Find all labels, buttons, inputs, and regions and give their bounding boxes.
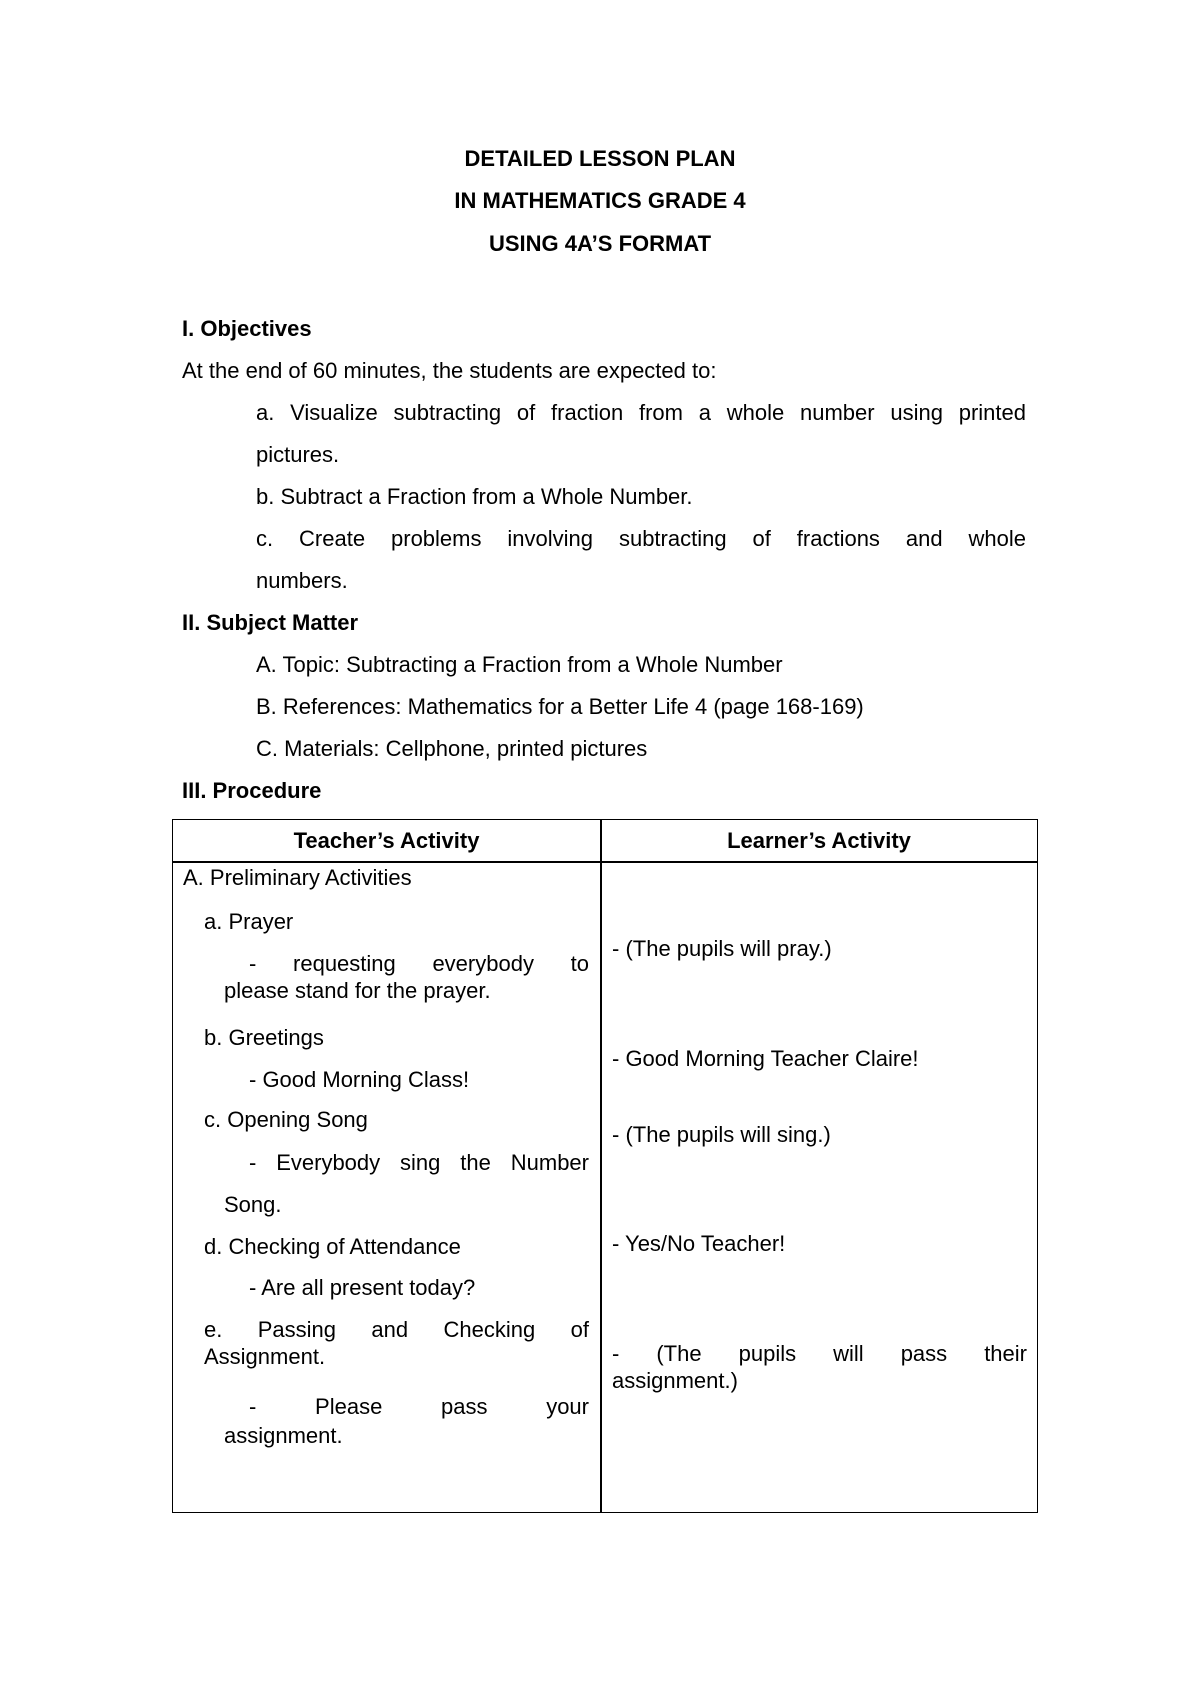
title-line-3: USING 4A’S FORMAT	[488, 231, 712, 256]
teacher-section-preliminary: A. Preliminary Activities	[183, 865, 412, 890]
teacher-assignment-text-line-1: - Please pass your	[249, 1394, 589, 1419]
objective-b: b. Subtract a Fraction from a Whole Number.	[256, 484, 693, 509]
teacher-greetings-text: - Good Morning Class!	[249, 1067, 470, 1092]
objectives-heading: I. Objectives	[182, 316, 312, 341]
objective-a	[256, 400, 1026, 426]
subject-matter-heading: II. Subject Matter	[182, 610, 359, 635]
objectives-intro: At the end of 60 minutes, the students are expected to:	[182, 358, 717, 383]
teacher-song-line-2: Song.	[224, 1192, 282, 1217]
learner-assignment-line-1: - (The pupils will pass their	[612, 1341, 1027, 1366]
objective-c-line-2: numbers.	[256, 568, 348, 593]
subject-materials: C. Materials: Cellphone, printed pictures	[256, 736, 648, 761]
teacher-assignment-text-line-2: assignment.	[224, 1423, 343, 1448]
header-teacher-activity: Teacher’s Activity	[293, 828, 480, 853]
learner-greetings: - Good Morning Teacher Claire!	[612, 1046, 919, 1071]
teacher-attendance-text: - Are all present today?	[249, 1275, 476, 1300]
teacher-prayer-line-1: - requesting everybody to	[249, 951, 589, 976]
learner-prayer: - (The pupils will pray.)	[612, 936, 832, 961]
procedure-table	[172, 819, 1038, 1513]
objective-c-line-1: c. Create problems involving subtracting of fractions and whole	[256, 526, 1026, 551]
teacher-song-label: c. Opening Song	[204, 1107, 368, 1132]
procedure-heading: III. Procedure	[182, 778, 322, 803]
teacher-prayer-line-2: please stand for the prayer.	[224, 978, 491, 1003]
title-line-2: IN MATHEMATICS GRADE 4	[454, 188, 746, 213]
teacher-assignment-line-2: Assignment.	[204, 1344, 326, 1369]
teacher-prayer-label: a. Prayer	[204, 909, 294, 934]
teacher-attendance-label: d. Checking of Attendance	[204, 1234, 461, 1259]
learner-attendance: - Yes/No Teacher!	[612, 1231, 786, 1256]
table-column-divider	[600, 820, 602, 1512]
title-line-1: DETAILED LESSON PLAN	[464, 146, 736, 171]
subject-topic: A. Topic: Subtracting a Fraction from a Whole Number	[256, 652, 783, 677]
teacher-assignment-line-1: e. Passing and Checking of	[204, 1317, 589, 1342]
objective-a-line-1: a. Visualize subtracting of fraction from a whole number using printed	[256, 400, 1026, 425]
learner-assignment-line-2: assignment.)	[612, 1368, 738, 1393]
subject-references: B. References: Mathematics for a Better Life 4 (page 168-169)	[256, 694, 864, 719]
learner-song: - (The pupils will sing.)	[612, 1122, 831, 1147]
header-learner-activity: Learner’s Activity	[727, 828, 911, 853]
teacher-greetings-label: b. Greetings	[204, 1025, 324, 1050]
teacher-song-line-1: - Everybody sing the Number	[249, 1150, 589, 1175]
objective-c	[256, 526, 1026, 552]
table-header-divider	[173, 861, 1037, 863]
objective-a-line-2: pictures.	[256, 442, 340, 467]
